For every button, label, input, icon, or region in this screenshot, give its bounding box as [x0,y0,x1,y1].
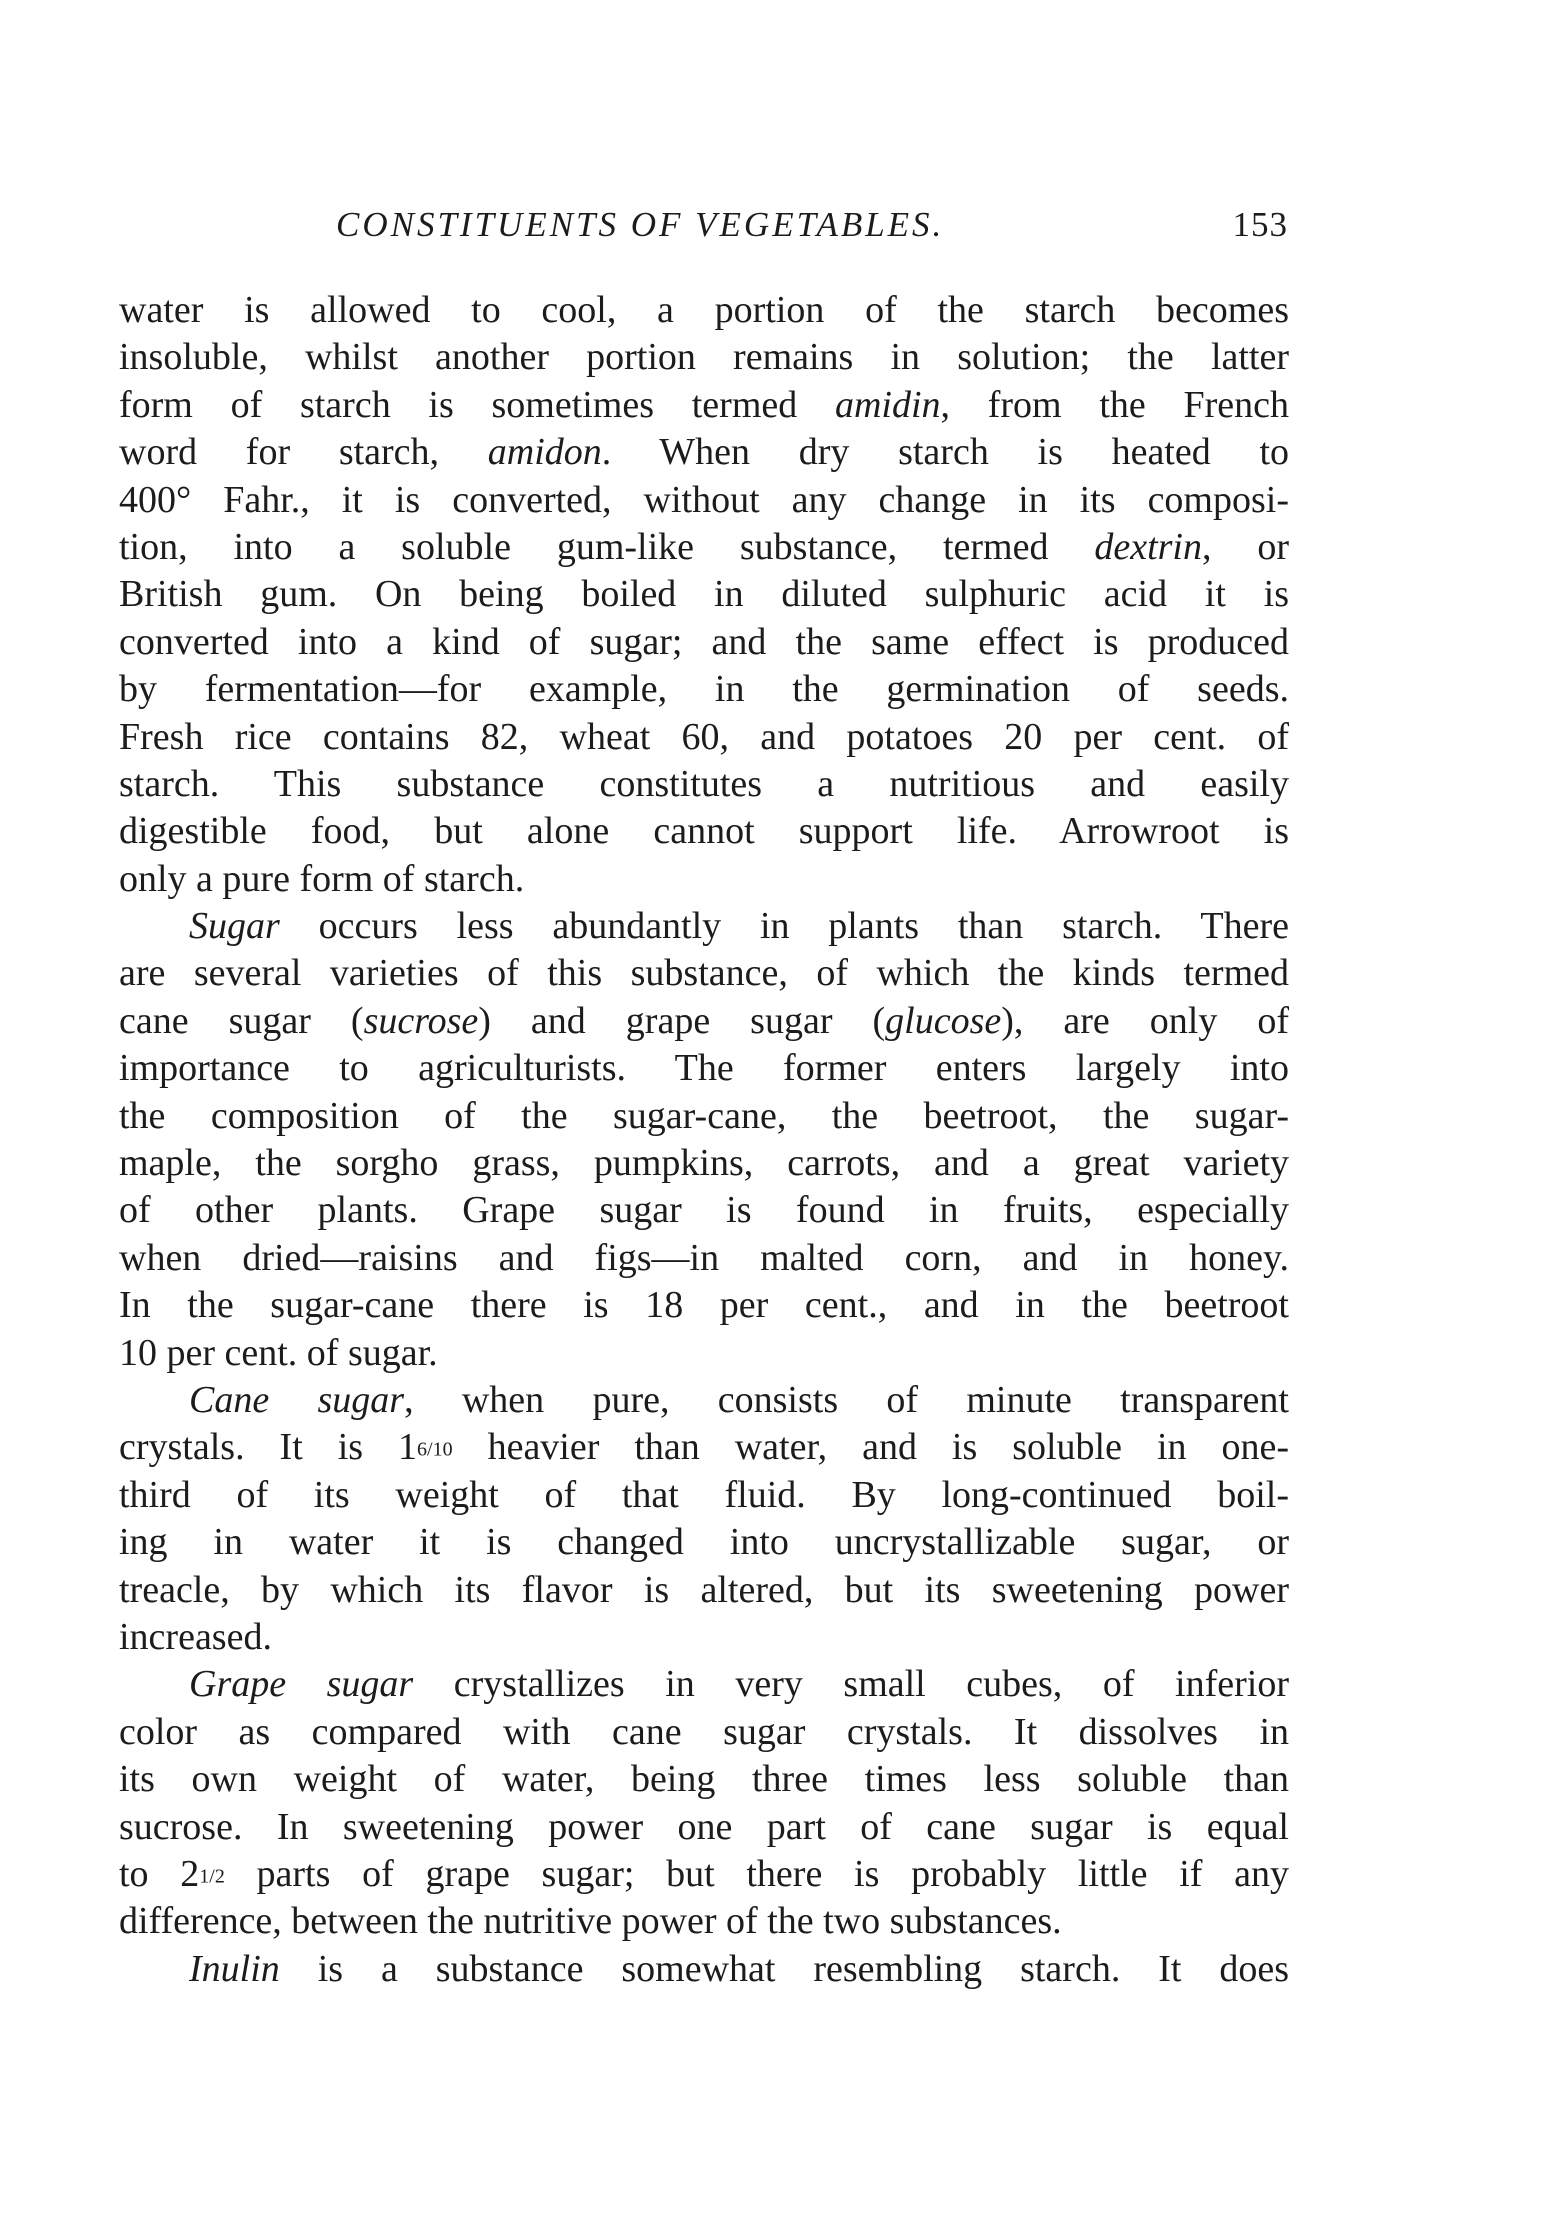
running-title: CONSTITUENTS OF VEGETABLES. [336,205,945,244]
body-text [119,287,1289,1993]
text-line: Grape sugar crystallizes in very small cubes, of inferior [189,1663,1289,1706]
term-sucrose: sucrose [363,999,479,1042]
page-header [336,200,1288,250]
fraction: 1/2 [199,1865,225,1888]
page-number: 153 [1232,205,1288,244]
text-line: increased. [119,1615,272,1658]
text-line: form of starch is sometimes termed amidin, from the French [119,383,1290,426]
text-line: sucrose. In sweetening power one part of cane sugar is equal [119,1805,1289,1848]
term-amidin: amidin [834,383,941,426]
text-line: only a pure form of starch. [119,857,525,900]
text-line: treacle, by which its flavor is altered, but its sweetening power [119,1568,1289,1611]
term-inulin: Inulin [189,1947,280,1990]
text-line: 400° Fahr., it is converted, without any change in its composi- [119,478,1289,521]
text-line: word for starch, amidon. When dry starch is heated to [119,431,1289,474]
text-line: insoluble, whilst another portion remains in solution; the latter [119,336,1289,379]
text-line: In the sugar-cane there is 18 per cent., and in the beetroot [119,1284,1289,1327]
text-line: difference, between the nutritive power of the two substances. [119,1900,1062,1943]
text-line: third of its weight of that fluid. By long-continued boil- [119,1473,1289,1516]
text-line: its own weight of water, being three times less soluble than [119,1758,1289,1801]
text-line: converted into a kind of sugar; and the same effect is produced [119,620,1289,663]
term-dextrin: dextrin [1094,525,1202,568]
text-line: tion, into a soluble gum-like substance, termed dextrin, or [119,525,1290,568]
text-line: Fresh rice contains 82, wheat 60, and potatoes 20 per cent. of [119,715,1289,758]
text-line: ing in water it is changed into uncrystallizable sugar, or [119,1521,1289,1564]
text-line: maple, the sorgho grass, pumpkins, carrots, and a great variety [119,1142,1289,1185]
text-line: color as compared with cane sugar crystals. It dissolves in [119,1710,1289,1753]
text-line: are several varieties of this substance, of which the kinds termed [119,952,1289,995]
text-line: 10 per cent. of sugar. [119,1331,438,1374]
fraction: 6/10 [417,1438,453,1461]
text-line: starch. This substance constitutes a nutritious and easily [119,762,1289,805]
text-line: Cane sugar, when pure, consists of minute transparent [189,1378,1289,1421]
text-line: importance to agriculturists. The former enters largely into [119,1047,1289,1090]
term-amidon: amidon [487,431,602,474]
text-line: by fermentation—for example, in the germination of seeds. [119,668,1289,711]
text-line: British gum. On being boiled in diluted sulphuric acid it is [119,573,1289,616]
term-glucose: glucose [885,999,1002,1042]
term-grape-sugar: Grape sugar [189,1663,414,1706]
term-sugar: Sugar [189,905,280,948]
term-cane-sugar: Cane sugar [189,1378,405,1421]
text-line: crystals. It is 16/10 heavier than water, and is soluble in one- [119,1426,1289,1469]
text-line: to 21/2 parts of grape sugar; but there is probably little if any [119,1852,1289,1895]
text-line: digestible food, but alone cannot support life. Arrowroot is [119,810,1289,853]
text-line: cane sugar (sucrose) and grape sugar (glucose), are only of [119,999,1289,1042]
text-line: Inulin is a substance somewhat resembling starch. It does [189,1947,1289,1990]
text-line: Sugar occurs less abundantly in plants than starch. There [189,905,1289,948]
text-line: water is allowed to cool, a portion of the starch becomes [119,289,1289,331]
text-line: of other plants. Grape sugar is found in fruits, especially [119,1189,1289,1232]
text-line: the composition of the sugar-cane, the beetroot, the sugar- [119,1094,1289,1137]
text-line: when dried—raisins and figs—in malted corn, and in honey. [119,1236,1289,1279]
